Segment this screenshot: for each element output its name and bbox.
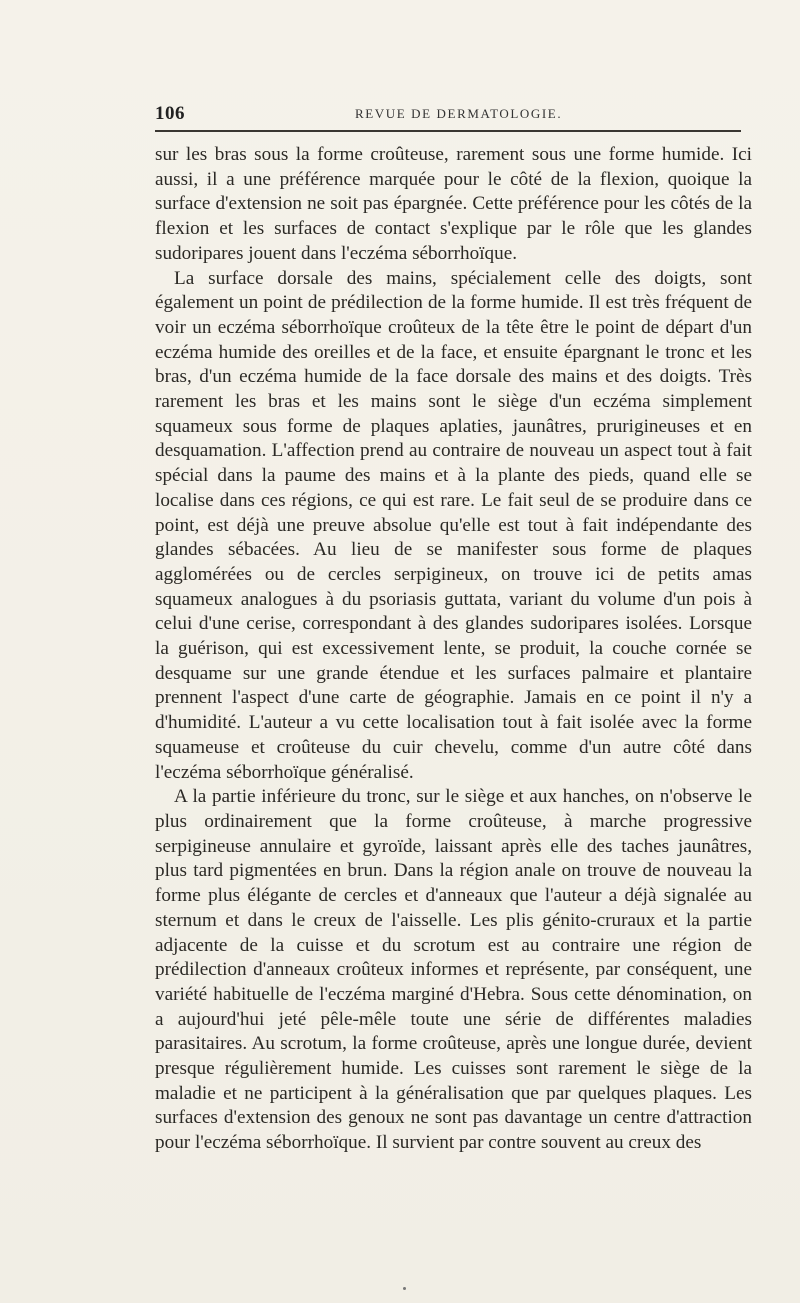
page-speck	[403, 1287, 406, 1290]
header-rule	[155, 130, 741, 132]
paragraph-2: La surface dorsale des mains, spécialement celle des doigts, sont également un point de prédilection de la forme humide. Il est très fréquent de voir un eczéma séborrhoïque croûteux de la tête être le point de départ d'un eczéma humide des oreilles et de la face, et ensuite épargnant le tronc et les bras, d'un eczéma humide de la face dorsale des mains et des doigts. Très rarement les bras et les mains sont le siège d'un eczéma simplement squameux sous forme de plaques aplaties, jaunâtres, prurigineuses et en desquamation. L'affection prend au contraire de nouveau un aspect tout à fait spécial dans la paume des mains et à la plante des pieds, quand elle se localise dans ces régions, ce qui est rare. Le fait seul de se produire dans ce point, est déjà une preuve absolue qu'elle est tout à fait indépendante des glandes sébacées. Au lieu de se manifester sous forme de plaques agglomérées ou de cercles serpigineux, on trouve ici de petits amas squameux analogues à du psoriasis guttata, variant du volume d'un pois à celui d'une cerise, correspondant à des glandes sudoripares isolées. Lorsque la guérison, qui est excessivement lente, se produit, la couche cornée se desquame sur une grande étendue et les surfaces palmaire et plantaire prennent l'aspect d'une carte de géographie. Jamais en ce point il n'y a d'humidité. L'auteur a vu cette localisation tout à fait isolée avec la forme squameuse et croûteuse du cuir chevelu, comme d'un autre côté dans l'eczéma séborrhoïque généralisé.	[155, 267, 752, 783]
body-text	[155, 143, 752, 1156]
journal-title: REVUE DE DERMATOLOGIE.	[355, 106, 563, 121]
paragraph-1: sur les bras sous la forme croûteuse, rarement sous une forme humide. Ici aussi, il a une préférence marquée pour le côté de la flexion, quoique la surface d'extension ne soit pas épargnée. Cette préférence pour les côtés de la flexion et les surfaces de contact s'explique par le rôle que les glandes sudoripares jouent dans l'eczéma séborrhoïque.	[155, 144, 752, 264]
page-number: 106	[155, 103, 185, 124]
paragraph-3: A la partie inférieure du tronc, sur le siège et aux hanches, on n'observe le plus ordinairement que la forme croûteuse, à marche progressive serpigineuse annulaire et gyroïde, laissant après elle des taches jaunâtres, plus tard pigmentées en brun. Dans la région anale on trouve de nouveau la forme plus élégante de cercles et d'anneaux que l'auteur a déjà signalée au sternum et dans le creux de l'aisselle. Les plis génito-cruraux et la partie adjacente de la cuisse et du scrotum est au contraire une région de prédilection d'anneaux croûteux informes et représente, par conséquent, une variété habituelle de l'eczéma marginé d'Hebra. Sous cette dénomination, on a aujourd'hui jeté pêle-mêle toute une série de différentes maladies parasitaires. Au scrotum, la forme croûteuse, après une longue durée, devient presque régulièrement humide. Les cuisses sont rarement le siège de la maladie et ne participent à la généralisation que par quelques plaques. Les surfaces d'extension des genoux ne sont pas davantage un centre d'attraction pour l'eczéma séborrhoïque. Il survient par contre souvent au creux des	[155, 786, 752, 1154]
running-head	[155, 103, 741, 129]
